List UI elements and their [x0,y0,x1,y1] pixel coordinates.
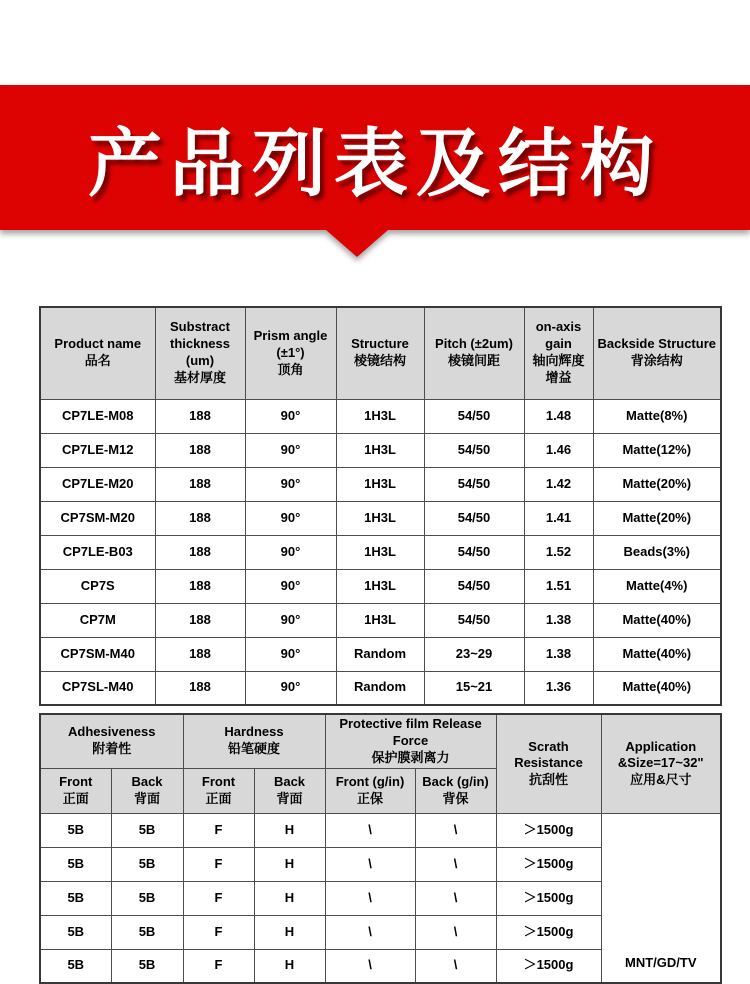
banner-arrow-down [326,230,388,257]
table-cell: H [254,949,325,983]
header-label-zh: 基材厚度 [173,370,226,386]
header-label-en: Pitch (±2um) [435,336,513,352]
header-label-en: Front [59,773,93,789]
table-cell: 1H3L [336,535,424,569]
table-row [40,535,721,569]
table-cell: 90° [245,467,336,501]
adhesion-spec-table [39,713,722,984]
table1-header-row [40,307,721,399]
header-label-en: Prism angle (±1°) [253,327,328,360]
table-row [40,637,721,671]
table-cell: 90° [245,501,336,535]
header-label-en: Protective film Release Force [339,716,482,748]
table-cell: 1.41 [524,501,593,535]
table-cell: ＞1500g [496,915,601,949]
table-cell: 1.52 [524,535,593,569]
table-cell: CP7LE-B03 [40,535,155,569]
table-cell: CP7LE-M08 [40,399,155,433]
header-label-en: Backside Structure [597,336,716,352]
table-cell: 188 [155,433,245,467]
table-cell: \ [325,949,415,983]
table-cell: CP7SL-M40 [40,671,155,705]
table-cell: 1.42 [524,467,593,501]
table-cell: ＞1500g [496,949,601,983]
table-cell: 23~29 [424,637,524,671]
table-cell: 1.48 [524,399,593,433]
table-row [40,671,721,705]
header-label-en: Back [131,773,163,789]
header-label-zh: 背保 [442,790,469,806]
table-cell: 188 [155,671,245,705]
table2-group-header-cell [601,714,721,813]
table1-header-cell [245,307,336,399]
header-label-zh: 应用&尺寸 [630,772,692,788]
table-cell: Matte(40%) [593,637,721,671]
table-cell: F [183,881,254,915]
table-cell: 54/50 [424,467,524,501]
application-value: MNT/GD/TV [625,955,697,971]
table-row [40,501,721,535]
table-cell: CP7M [40,603,155,637]
header-label-zh: 品名 [84,353,111,369]
header-label-zh: 背涂结构 [630,353,683,369]
table-cell: 1H3L [336,433,424,467]
table-cell: 54/50 [424,501,524,535]
header-label-en: Back (g/in) [422,773,489,789]
table-cell: Matte(40%) [593,671,721,705]
table-cell: 188 [155,637,245,671]
header-label-en: Structure [351,336,409,352]
table-cell: 54/50 [424,603,524,637]
table1-header-cell [40,307,155,399]
table-cell: F [183,949,254,983]
header-label-zh: 顶角 [277,361,304,377]
table-row [40,399,721,433]
table2-sub-header-cell [40,768,111,813]
table-cell: 5B [111,881,183,915]
table-cell: Matte(20%) [593,501,721,535]
table-cell: H [254,915,325,949]
table2-header [40,714,721,813]
banner-background [0,85,750,230]
table-cell: H [254,813,325,847]
table-cell: 54/50 [424,535,524,569]
table-cell: 5B [40,813,111,847]
table-cell: CP7LE-M12 [40,433,155,467]
table-cell: 54/50 [424,433,524,467]
table-cell: Random [336,637,424,671]
table-cell: 188 [155,569,245,603]
table-cell: F [183,847,254,881]
table2-sub-header-cell [415,768,496,813]
table-cell: 1.38 [524,637,593,671]
table-cell: 1H3L [336,569,424,603]
table2-sub-header-cell [111,768,183,813]
table-cell: F [183,915,254,949]
table-row [40,467,721,501]
table-cell: 90° [245,433,336,467]
table-cell: \ [325,813,415,847]
table-cell: Matte(4%) [593,569,721,603]
table-row [40,813,721,847]
table-cell: 188 [155,399,245,433]
header-label-en: Scrath Resistance [514,738,583,771]
table-cell: 90° [245,671,336,705]
table-cell: 90° [245,637,336,671]
table-cell: 1.36 [524,671,593,705]
table-cell: 1H3L [336,399,424,433]
table-cell: 54/50 [424,399,524,433]
header-label-zh: 棱镜间距 [447,353,500,369]
table2-group-header-cell [496,714,601,813]
table-cell: Matte(20%) [593,467,721,501]
table-cell: Matte(12%) [593,433,721,467]
table-cell: \ [415,915,496,949]
header-label-en: Front (g/in) [335,773,405,789]
table-cell: 90° [245,399,336,433]
table-cell: \ [415,949,496,983]
table-cell: 188 [155,535,245,569]
table-cell: Matte(40%) [593,603,721,637]
page-title: 产品列表及结构 [88,121,662,205]
header-label-zh: 正面 [205,790,232,806]
table-cell: 188 [155,603,245,637]
table-cell: 1H3L [336,467,424,501]
table2-sub-header-cell [254,768,325,813]
table-cell: 90° [245,569,336,603]
table-cell: \ [325,915,415,949]
table-cell: CP7LE-M20 [40,467,155,501]
table-cell: CP7SM-M20 [40,501,155,535]
table-cell: Beads(3%) [593,535,721,569]
table1-header [40,307,721,399]
header-label-zh: 背面 [276,790,303,806]
table-cell: \ [325,881,415,915]
header-label-zh: 轴向辉度增益 [532,353,585,386]
table-cell: 5B [111,949,183,983]
table-cell: \ [325,847,415,881]
table-cell: F [183,813,254,847]
table-cell: 15~21 [424,671,524,705]
table-cell: H [254,881,325,915]
table1-header-cell [155,307,245,399]
table-cell: 188 [155,467,245,501]
table1-header-cell [336,307,424,399]
table2-sub-header-cell [183,768,254,813]
header-label-en: Application &Size=17~32" [617,738,704,771]
table-cell: CP7S [40,569,155,603]
header-label-zh: 正保 [356,790,383,806]
table-row [40,569,721,603]
table1-header-cell [424,307,524,399]
application-merged-cell [601,813,721,983]
table-cell: 5B [40,915,111,949]
table-cell: 1.51 [524,569,593,603]
table-cell: 1.46 [524,433,593,467]
table1-body [40,399,721,705]
header-label-en: Front [201,773,236,789]
table1-header-cell [524,307,593,399]
header-label-en: Back [273,773,306,789]
header-label-en: Product name [54,336,142,352]
table-cell: 1.38 [524,603,593,637]
header-label-en: Adhesiveness [68,724,156,740]
table-cell: \ [415,847,496,881]
table-cell: 5B [40,949,111,983]
header-label-en: Hardness [224,724,284,740]
table-row [40,433,721,467]
table-cell: CP7SM-M40 [40,637,155,671]
header-label-zh: 棱镜结构 [353,353,406,369]
table-cell: \ [415,813,496,847]
table-cell: 5B [40,847,111,881]
header-label-zh: 附着性 [92,741,132,757]
table-cell: Matte(8%) [593,399,721,433]
table2-group-header-row [40,714,721,768]
header-label-en: on-axis gain [535,319,582,352]
table-row [40,603,721,637]
header-label-zh: 保护膜剥离力 [371,749,450,765]
table-cell: 1H3L [336,603,424,637]
table-cell: 90° [245,603,336,637]
header-label-zh: 铅笔硬度 [227,741,280,757]
table2-body [40,813,721,983]
table2-sub-header-cell [325,768,415,813]
table-cell: 90° [245,535,336,569]
table2-group-header-cell [325,714,496,768]
header-label-en: Substract thickness (um) [170,319,230,369]
table2-group-header-cell [40,714,183,768]
title-banner [0,85,750,257]
table-cell: Random [336,671,424,705]
table-cell: H [254,847,325,881]
table-cell: 5B [111,915,183,949]
header-label-zh: 背面 [133,790,160,806]
table-cell: ＞1500g [496,881,601,915]
table-cell: ＞1500g [496,847,601,881]
header-label-zh: 正面 [62,790,89,806]
table-cell: 1H3L [336,501,424,535]
table-cell: 5B [111,847,183,881]
table2-group-header-cell [183,714,325,768]
table-cell: ＞1500g [496,813,601,847]
table-cell: 54/50 [424,569,524,603]
product-spec-table [39,306,722,706]
table-cell: 188 [155,501,245,535]
table-cell: \ [415,881,496,915]
table-cell: 5B [111,813,183,847]
header-label-zh: 抗刮性 [529,772,569,788]
table1-header-cell [593,307,721,399]
table-cell: 5B [40,881,111,915]
